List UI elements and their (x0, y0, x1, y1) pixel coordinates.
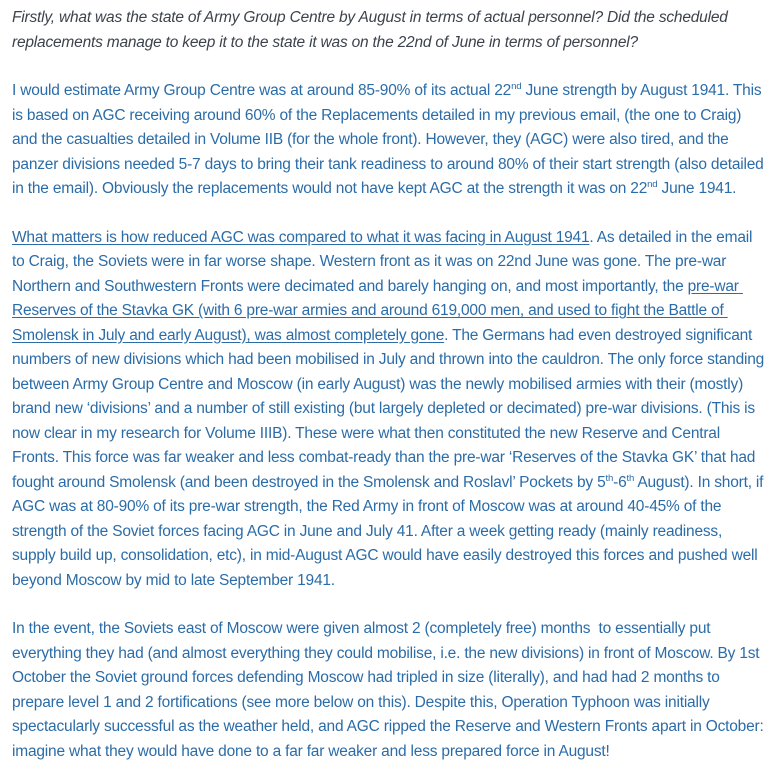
text-run: I would estimate Army Group Centre was at around 85-90% of its actual 22 (12, 82, 512, 99)
text-run: In the event, the Soviets east of Moscow were given almost 2 (completely free) months to essentially put everything they had (and almost everything they could mobilise, i.e. the new divisions) in front of Moscow. By 1st October the Soviet ground forces defending Moscow had tripled in size (literally), and had had 2 months to prepare level 1 and 2 fortifications (see more below on this). Despite this, Operation Typhoon was initially spectacularly successful as the weather held, and AGC ripped the Reserve and Western Fronts apart in October: imagine what they would have done to a far far weaker and less prepared force in August! (12, 620, 768, 760)
underlined-text: What matters is how reduced AGC was compared to what it was facing in August 1941 (12, 228, 590, 246)
superscript-text: nd (647, 178, 658, 190)
text-run: . As detailed in the email to Craig, the Soviets were in far worse shape. Western front as it was on 22nd June was gone. The pre-war Northern and Southwestern Fronts were decimated and barely hanging on, and most importantly, the (12, 228, 757, 295)
superscript-text: nd (511, 80, 522, 92)
text-run: June 1941. (657, 180, 737, 197)
text-run: -6 (613, 473, 627, 491)
superscript-text: th (626, 472, 635, 484)
answer-paragraph-2 (12, 226, 769, 594)
underlined-text: pre-war Reserves of the Stavka GK (with 6 pre-war armies and around 619,000 men, and used to fight the Battle of Smolensk in July and early August), was almost completely gone (12, 277, 743, 344)
superscript-text: th (605, 472, 614, 484)
question-paragraph (12, 6, 765, 55)
text-run: June strength by August 1941. This is based on AGC receiving around 60% of the Replacements detailed in my previous email, (the one to Craig) and the casualties detailed in Volume IIB (for the whole front). However, they (AGC) were also tired, and the panzer divisions needed 5-7 days to bring their tank readiness to around 80% of their start strength (also detailed in the email). Obviously the replacements would not have kept AGC at the strength it was on 22 (12, 82, 768, 197)
text-run: . The Germans had even destroyed significant numbers of new divisions which had been mobilised in July and thrown into the cauldron. The only force standing between Army Group Centre and Moscow (in early August) was the newly mobilised armies with their (mostly) brand new ‘divisions’ and a number of still existing (but largely depleted or decimated) pre-war divisions. (This is now clear in my research for Volume IIIB). These were what then constituted the new Reserve and Central Fronts. This force was far weaker and less combat-ready than the pre-war ‘Reserves of the Stavka GK’ that had fought around Smolensk (and been destroyed in the Smolensk and Roslavl’ Pockets by 5 (12, 326, 769, 491)
text-run: August). In short, if AGC was at 80-90% of its pre-war strength, the Red Army in front of Moscow was at around 40-45% of the strength of the Soviet forces facing AGC in June and July 41. After a week getting ready (mainly readiness, supply build up, consolidation, etc), in mid-August AGC would have easily destroyed this forces and pushed well beyond Moscow by mid to late September 1941. (12, 473, 767, 589)
answer-paragraph-3 (12, 617, 768, 764)
answer-paragraph-1 (12, 79, 768, 202)
text-run: Firstly, what was the state of Army Group Centre by August in terms of actual personnel? Did the scheduled replacements manage to keep it to the state it was on the 22nd of June in terms of personnel? (12, 9, 732, 51)
